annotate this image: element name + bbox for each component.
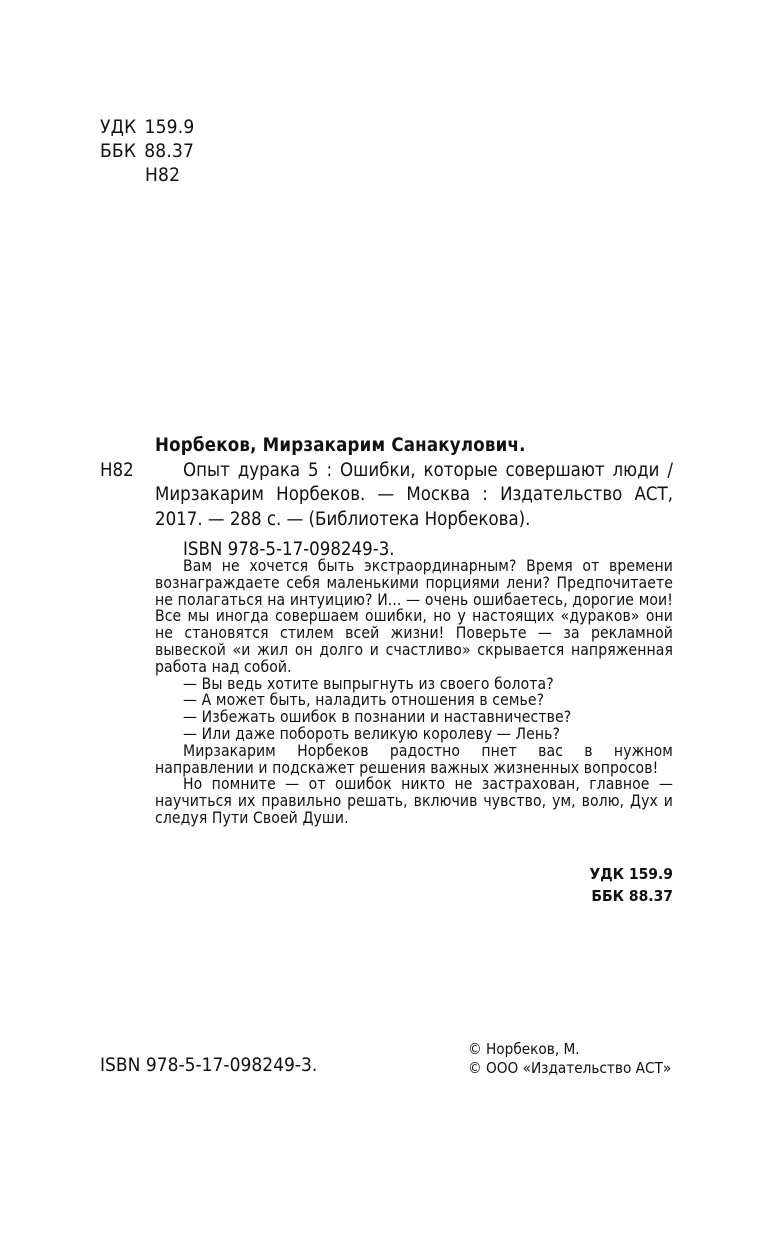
copyright-author: © Норбеков, М.	[468, 1040, 580, 1058]
footer-isbn: ISBN 978-5-17-098249-3.	[100, 1054, 318, 1076]
citation-isbn: ISBN 978-5-17-098249-3.	[183, 539, 395, 560]
bbk-label: ББК	[100, 140, 137, 162]
annotation-question-1: — Вы ведь хотите выпрыгнуть из своего болота?	[183, 674, 554, 693]
copyright-publisher: © ООО «Издательство АСТ»	[468, 1059, 672, 1077]
author-mark-citation: Н82	[100, 460, 134, 481]
annotation-question-4: — Или даже побороть великую королеву — Лень?	[183, 724, 561, 743]
bbk-code-top	[100, 139, 194, 163]
udk-label: УДК	[100, 116, 137, 138]
citation-author: Норбеков, Мирзакарим Санакулович.	[155, 435, 526, 456]
classification-codes-right	[589, 863, 673, 907]
citation-body	[155, 459, 673, 533]
annotation-paragraph-3: Но помните — от ошибок никто не застрахован, главное — научиться их правильно решать, включив чувство, ум, волю, Дух и следуя Пути Своей Души.	[155, 775, 673, 827]
udk-value: 159.9	[144, 116, 195, 138]
citation-line-2: Мирзакарим Норбеков. — Москва : Издательство АСТ,	[155, 484, 673, 505]
bbk-value: 88.37	[144, 140, 195, 162]
annotation-paragraph-2: Мирзакарим Норбеков радостно пнет вас в нужном направлении и подскажет решения важных жизненных вопросов!	[155, 741, 673, 777]
author-mark-top: Н82	[145, 164, 181, 186]
copyright-block	[468, 1040, 671, 1078]
citation-line-1	[155, 459, 673, 484]
annotation	[155, 558, 673, 827]
citation-line-3: 2017. — 288 с. — (Библиотека Норбекова).	[155, 508, 531, 530]
annotation-question-3: — Избежать ошибок в познании и наставничестве?	[183, 708, 572, 727]
udk-code-top	[100, 115, 194, 139]
citation-line-1-text: Опыт дурака 5 : Ошибки, которые совершают люди /	[183, 459, 673, 481]
bbk-code-right: ББК 88.37	[591, 887, 673, 905]
annotation-paragraph-1: Вам не хочется быть экстраординарным? Время от времени вознаграждаете себя маленькими порциями лени? Предпочитаете не полагаться на интуицию? И... — очень ошибаетесь, дорогие мои! Все мы иногда совершаем ошибки, но у настоящих «дураков» они не становятся стилем всей жизни! Поверьте — за рекламной вывеской «и жил он долго и счастливо» скрывается напряженная работа над собой.	[155, 557, 673, 676]
annotation-question-2: — А может быть, наладить отношения в семье?	[183, 691, 545, 710]
udk-code-right: УДК 159.9	[589, 865, 673, 883]
bibliographic-citation	[155, 434, 673, 563]
